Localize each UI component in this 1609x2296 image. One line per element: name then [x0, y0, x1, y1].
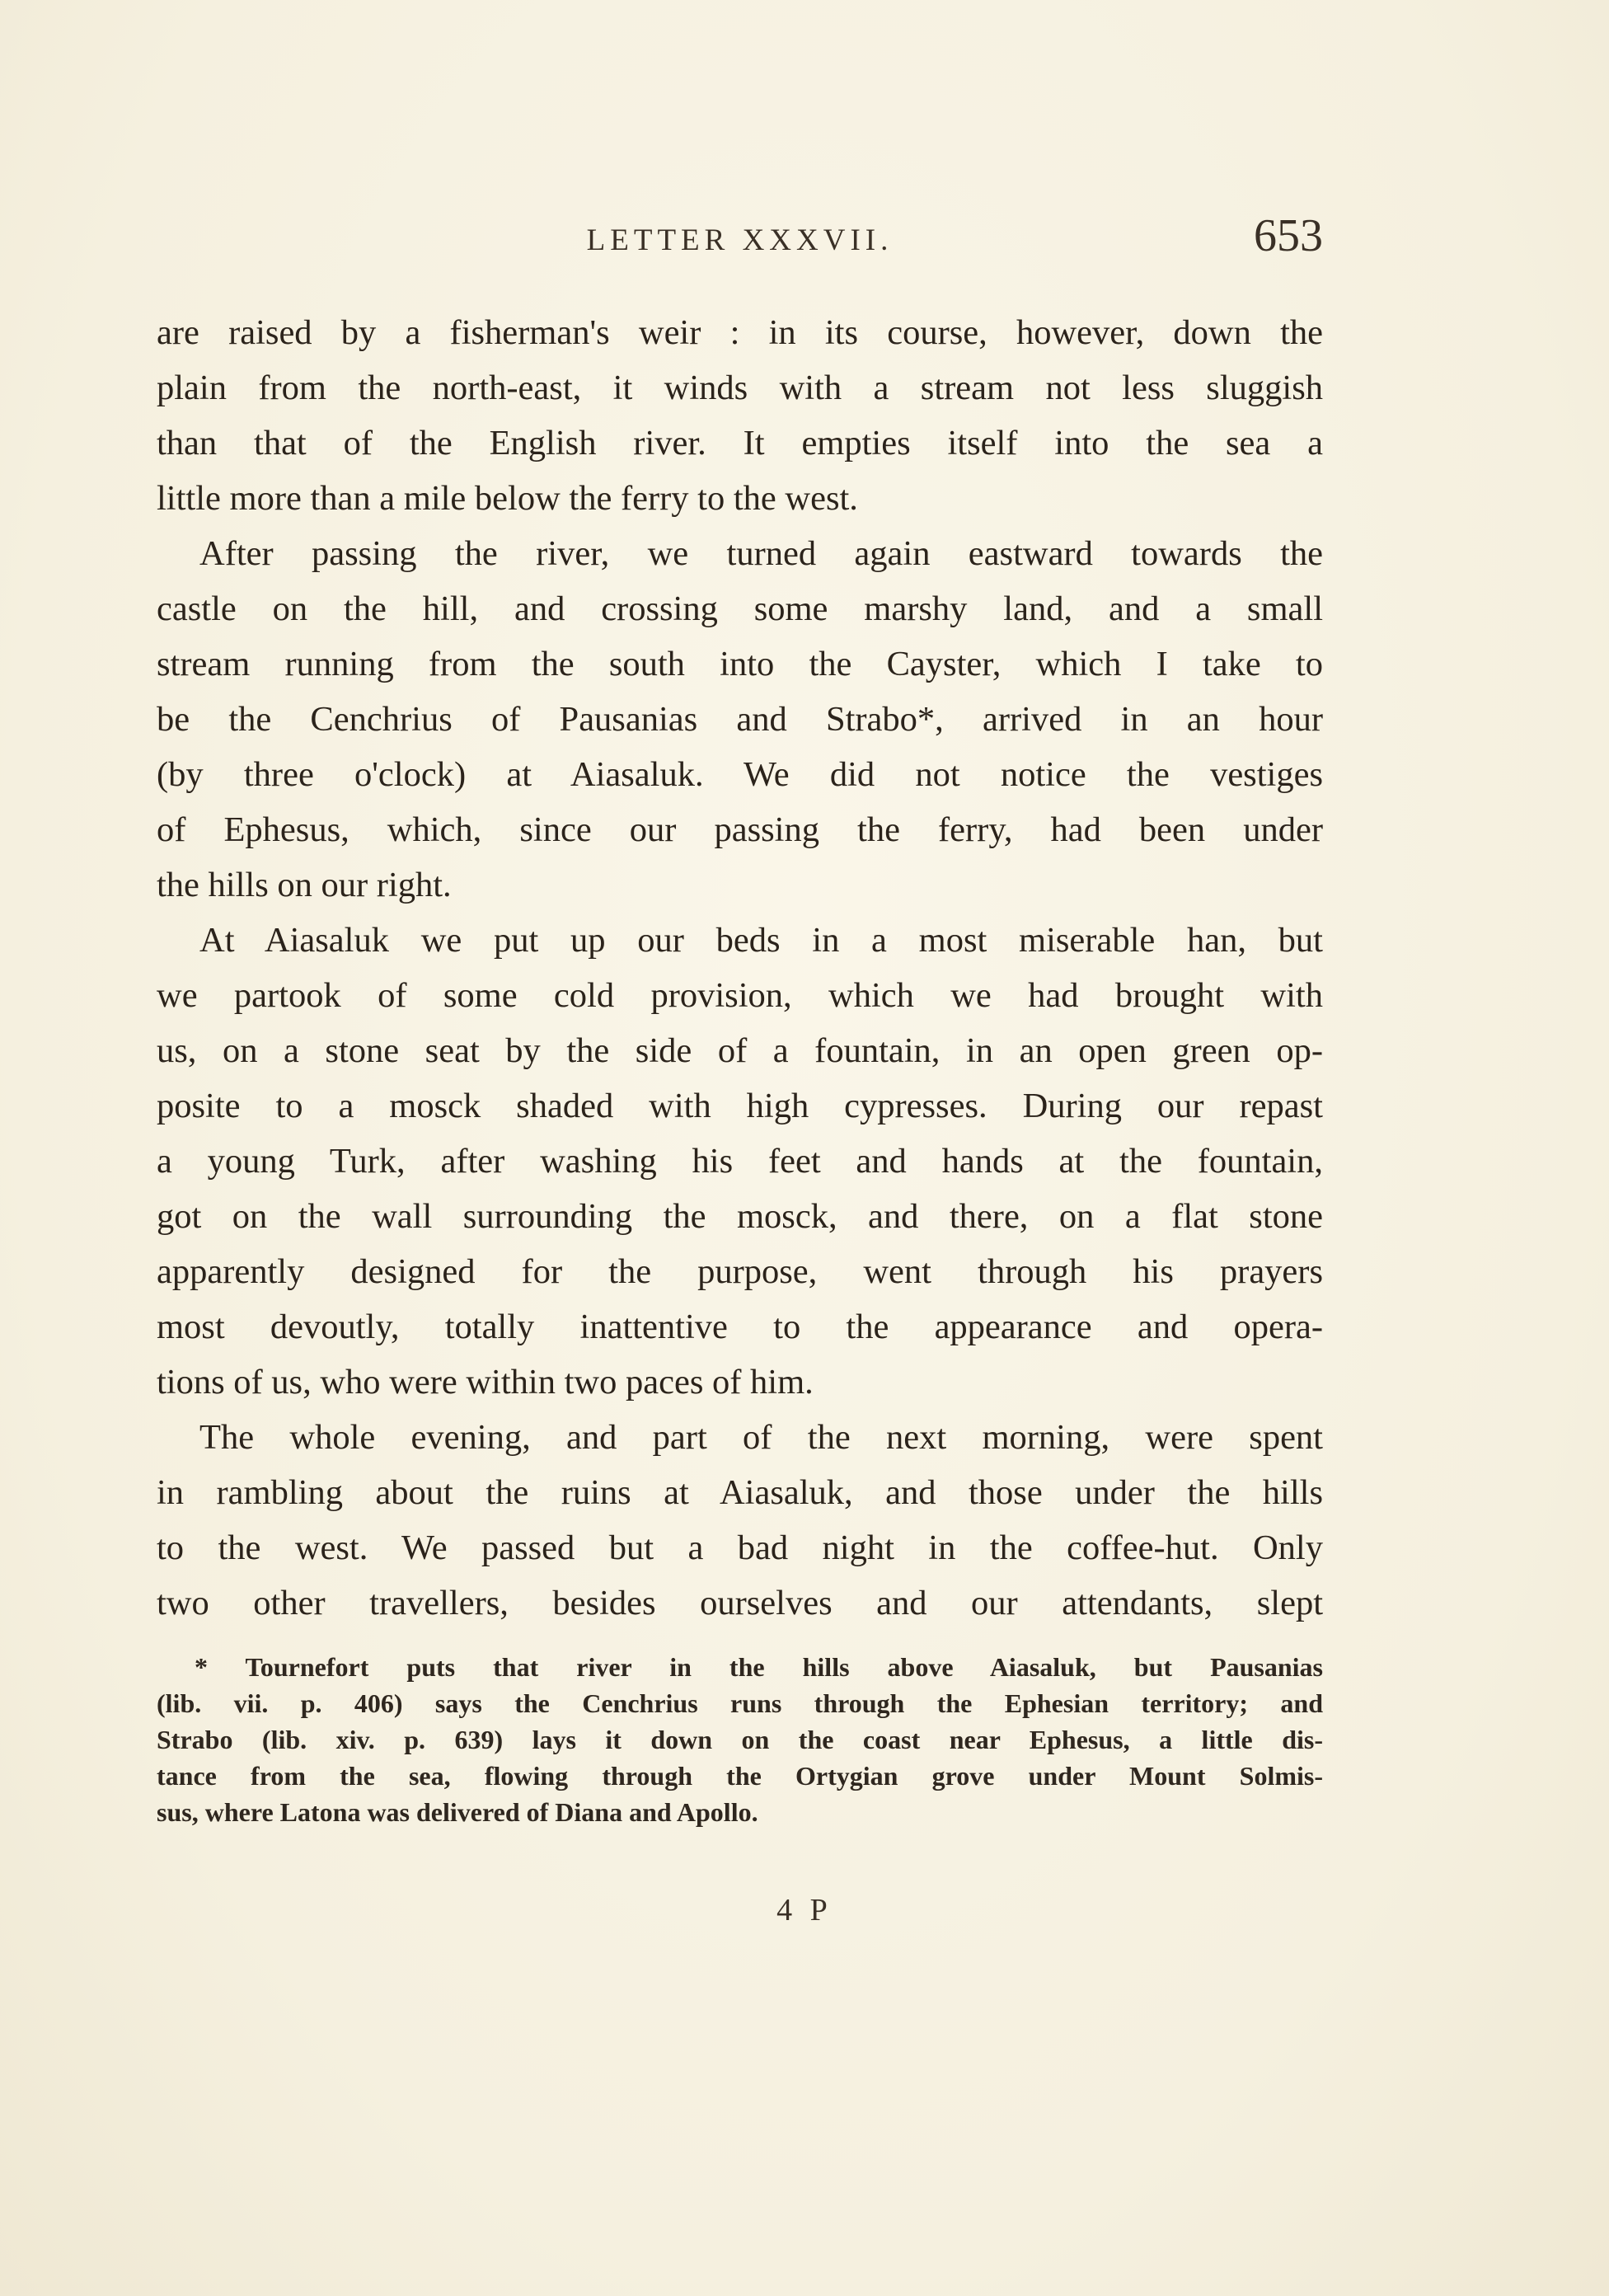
text-line: a young Turk, after washing his feet and hands at the fountain, [157, 1142, 1323, 1181]
text-line: posite to a mosck shaded with high cypresses. During our repast [157, 1087, 1323, 1125]
text-line: little more than a mile below the ferry to the west. [157, 479, 858, 518]
footnote-line: sus, where Latona was delivered of Diana and Apollo. [157, 1797, 758, 1827]
text-line: tions of us, who were within two paces of him. [157, 1363, 814, 1402]
text-line: be the Cenchrius of Pausanias and Strabo*, arrived in an hour [157, 700, 1323, 739]
text-line: to the west. We passed but a bad night in the coffee-hut. Only [157, 1528, 1323, 1567]
text-line: most devoutly, totally inattentive to the appearance and opera- [157, 1308, 1323, 1346]
running-title: LETTER XXXVII. [586, 223, 894, 257]
text-line: stream running from the south into the Cayster, which I take to [157, 645, 1323, 683]
text-line: of Ephesus, which, since our passing the ferry, had been under [157, 810, 1323, 849]
running-head [157, 206, 1323, 272]
text-line: are raised by a fisherman's weir : in its course, however, down the [157, 313, 1323, 352]
text-line: castle on the hill, and crossing some marshy land, and a small [157, 589, 1323, 628]
text-line: than that of the English river. It empties itself into the sea a [157, 424, 1323, 462]
text-line: we partook of some cold provision, which we had brought with [157, 976, 1323, 1015]
text-line: The whole evening, and part of the next morning, were spent [199, 1418, 1323, 1457]
page-number: 653 [1254, 210, 1323, 261]
text-line: us, on a stone seat by the side of a fountain, in an open green op- [157, 1031, 1323, 1070]
text-line: plain from the north-east, it winds with a stream not less sluggish [157, 369, 1323, 407]
footnote-line: * Tournefort puts that river in the hills above Aiasaluk, but Pausanias [195, 1652, 1323, 1682]
text-line: two other travellers, besides ourselves and our attendants, slept [157, 1584, 1323, 1622]
footnote [157, 1649, 1323, 1830]
text-line: in rambling about the ruins at Aiasaluk, and those under the hills [157, 1473, 1323, 1512]
body-text [157, 305, 1323, 1631]
text-line: At Aiasaluk we put up our beds in a most miserable han, but [199, 921, 1323, 960]
text-line: apparently designed for the purpose, went through his prayers [157, 1252, 1323, 1291]
text-line: got on the wall surrounding the mosck, and there, on a flat stone [157, 1197, 1323, 1236]
footnote-line: Strabo (lib. xiv. p. 639) lays it down on the coast near Ephesus, a little dis- [157, 1725, 1323, 1754]
footnote-line: (lib. vii. p. 406) says the Cenchrius runs through the Ephesian territory; and [157, 1688, 1323, 1718]
text-line: After passing the river, we turned again eastward towards the [199, 534, 1323, 573]
signature-mark: 4 P [776, 1893, 833, 1927]
footnote-line: tance from the sea, flowing through the Ortygian grove under Mount Solmis- [157, 1761, 1323, 1791]
text-line: (by three o'clock) at Aiasaluk. We did not notice the vestiges [157, 755, 1323, 794]
text-line: the hills on our right. [157, 866, 452, 904]
